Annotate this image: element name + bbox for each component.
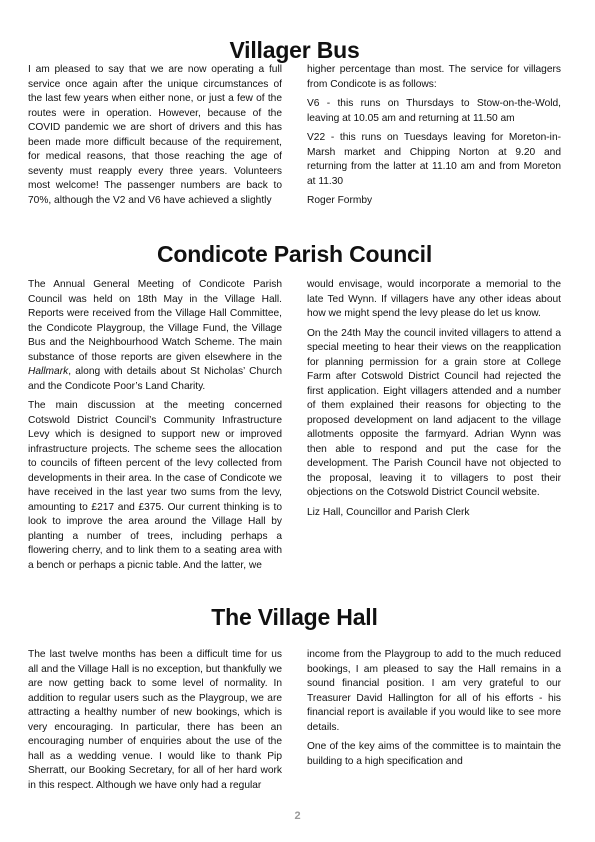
parish-paragraph-grain-store: On the 24th May the council invited villagers to attend a special meeting to hear their views on the reapplication for planning permission for a grain store at College Farm after Cotswold District Council had rejected the first application. Eight villagers attended and a number of them explained their reasons for objecting to the proposed development on land adjacent to the village allotments opposite the farmyard. Adrian Wynn was then able to respond and put the case for the development. The Parish Council have not objected to the proposal, leaving it to villagers to post their objections on the Cotswold District Council website. bbox=[307, 327, 561, 498]
villager-bus-heading: Villager Bus bbox=[229, 37, 360, 63]
hallmark-title: Hallmark bbox=[28, 366, 69, 377]
continued-paragraph: higher percentage than most. The service for villagers from Condicote is as follows: bbox=[307, 64, 561, 90]
bus-paragraph-v6: V6 - this runs on Thursdays to Stow-on-the-Wold, leaving at 10.05 am and returning at 11.50 am bbox=[307, 98, 561, 124]
village-hall-columns bbox=[28, 648, 561, 793]
parish-signature: Liz Hall, Councillor and Parish Clerk bbox=[307, 506, 470, 518]
parish-council-column-left bbox=[28, 278, 282, 573]
parish-paragraph-levy: The main discussion at the meeting concerned Cotswold District Council’s Community Infrastructure Levy which is designed to support new or improved infrastructure projects. The scheme sees the allocation to councils of fifteen percent of the levy collected from developments in their area. In the case of Condicote we have received in the last year two sums from the levy, amounting to £217 and £375. Our current thinking is to look to improve the area around the Village Hall by planting a number of trees, including perhaps a flowering cherry, and to link them to a seating area with a bench or perhaps a picnic table. And the latter, we bbox=[28, 400, 282, 571]
villager-bus-columns bbox=[28, 63, 561, 209]
parish-paragraph-agm bbox=[28, 278, 282, 394]
hall-paragraph-maintenance: One of the key aims of the committee is to maintain the building to a high specification and bbox=[307, 741, 561, 767]
continued-paragraph: would envisage, would incorporate a memorial to the late Ted Wynn. If villagers have any other ideas about how we might spend the levy please do let us know. bbox=[307, 279, 561, 319]
village-hall-column-right bbox=[307, 648, 561, 793]
bus-paragraph-v22: V22 - this runs on Tuesdays leaving for Moreton-in-Marsh market and Chipping Norton at 9.20 and returning from the latter at 11.10 am and from Moreton at 11.30 bbox=[307, 132, 561, 187]
village-hall-heading: The Village Hall bbox=[211, 604, 378, 630]
parish-paragraph-agm-start: The Annual General Meeting of Condicote Parish Council was held on 18th May in the Village Hall. Reports were received from the Village Hall Committee, the Condicote Playgroup, the Village Fund, the Village Bus and the Neighbourhood Watch Scheme. The main substance of those reports are given elsewhere in the bbox=[28, 279, 282, 363]
village-hall-column-left bbox=[28, 648, 282, 793]
parish-council-column-right bbox=[307, 278, 561, 573]
bus-paragraph-intro: I am pleased to say that we are now operating a full service once again after the unique circumstances of the last few years when either none, or just a few of the routes were in operation. However, because of the COVID pandemic we are short of drivers and this has been made more difficult because of the requirement, for medical reasons, that those reaching the age of seventy must reapply every three years. Volunteers most welcome! The passenger numbers are back to 70%, although the V2 and V6 have achieved a slightly bbox=[28, 64, 282, 206]
continued-paragraph: income from the Playgroup to add to the much reduced bookings, I am pleased to say the Hall remains in a sound financial position. I am very grateful to our Treasurer David Hallington for all of his efforts - his financial report is available if you would like to see more details. bbox=[307, 649, 561, 733]
page-number: 2 bbox=[294, 810, 301, 822]
hall-paragraph-bookings: The last twelve months has been a difficult time for us all and the Village Hall is no exception, but thankfully we are now getting back to some level of normality. In addition to regular users such as the Playgroup, we are attracting a healthy number of new bookings, which is very encouraging. In particular, there has been an encouraging number of enquiries about the use of the hall as a wedding venue. I would like to thank Pip Sherratt, our Booking Secretary, for all of her hard work in this respect. Although we have only had a regular bbox=[28, 649, 282, 791]
bus-signature: Roger Formby bbox=[307, 195, 373, 206]
villager-bus-column-left bbox=[28, 63, 282, 209]
parish-paragraph-agm-end: , along with details about St Nicholas’ Church and the Condicote Poor’s Land Charity. bbox=[28, 366, 282, 392]
parish-council-columns bbox=[28, 278, 561, 573]
villager-bus-column-right bbox=[307, 63, 561, 209]
parish-council-heading: Condicote Parish Council bbox=[156, 241, 433, 267]
